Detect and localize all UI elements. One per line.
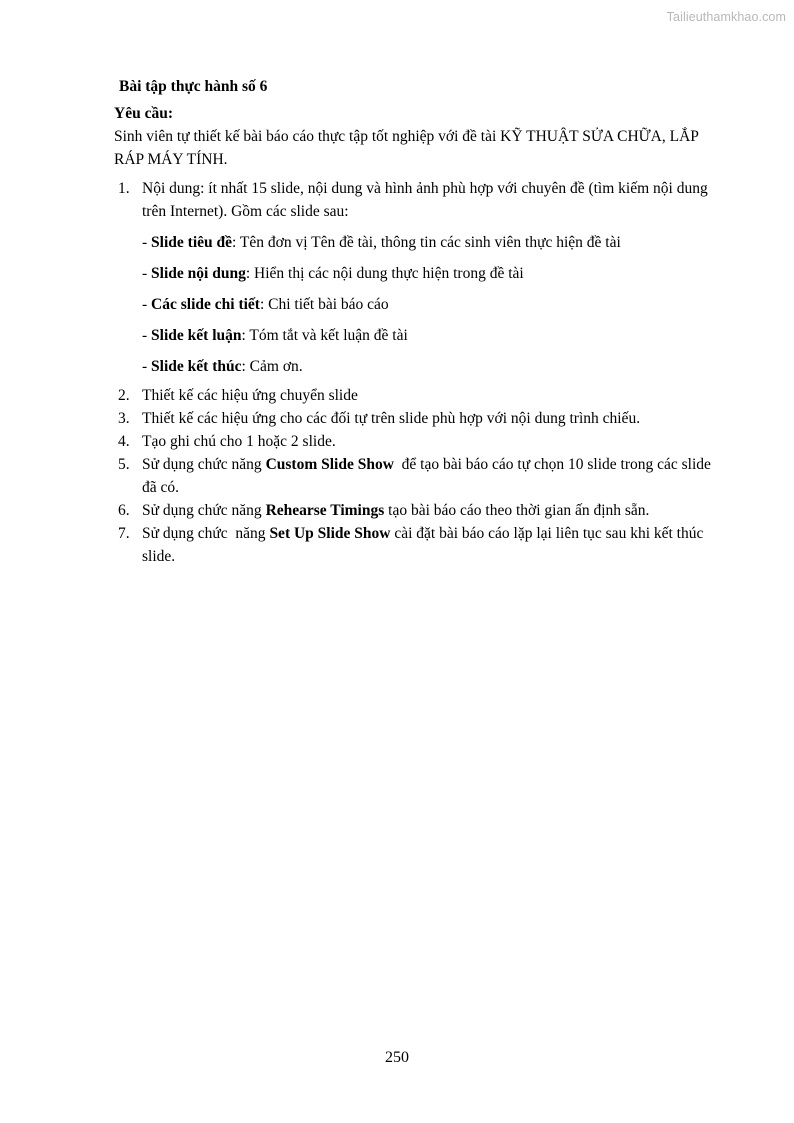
sub-item-bold: Slide tiêu đề bbox=[151, 234, 232, 251]
sub-item-conclusion-slide bbox=[142, 324, 724, 347]
list-item-bold: Set Up Slide Show bbox=[269, 525, 391, 542]
list-item-text: Sử dụng chức năng bbox=[142, 456, 266, 473]
list-item-bold: Custom Slide Show bbox=[265, 456, 394, 473]
sub-item-content-slide bbox=[142, 262, 724, 285]
sub-item-prefix: - bbox=[142, 234, 152, 251]
list-item-text-after: tạo bài báo cáo theo thời gian ấn định sẵn. bbox=[384, 502, 650, 519]
list-number: 5. bbox=[118, 456, 130, 473]
exercise-title bbox=[119, 75, 724, 98]
sub-item-prefix: - bbox=[142, 265, 152, 282]
list-item-3 bbox=[114, 407, 724, 430]
sub-item-prefix: - bbox=[142, 296, 152, 313]
sub-item-detail-slides bbox=[142, 293, 724, 316]
list-item-text: Thiết kế các hiệu ứng cho các đối tự trên slide phù hợp với nội dung trình chiếu. bbox=[142, 410, 641, 427]
list-number: 1. bbox=[118, 180, 130, 197]
list-item-text: Nội dung: ít nhất 15 slide, nội dung và hình ảnh phù hợp với chuyên đề (tìm kiếm nội dung trên Internet). Gồm các slide sau: bbox=[142, 180, 708, 220]
sub-item-prefix: - bbox=[142, 327, 152, 344]
list-item-5 bbox=[114, 453, 724, 499]
list-item-2 bbox=[114, 384, 724, 407]
list-item-text: Sử dụng chức năng bbox=[142, 525, 270, 542]
sub-item-text: : Tóm tắt và kết luận đề tài bbox=[241, 327, 408, 344]
list-item-6 bbox=[114, 499, 724, 522]
document-body bbox=[114, 75, 724, 568]
intro-paragraph: Sinh viên tự thiết kế bài báo cáo thực tập tốt nghiệp với đề tài KỸ THUẬT SỬA CHỮA, LẮP RÁP MÁY TÍNH. bbox=[114, 128, 699, 168]
sub-item-prefix: - bbox=[142, 358, 152, 375]
list-item-text-after: cài đặt bài báo cáo lặp lại liên tục sau khi kết thúc slide. bbox=[142, 525, 704, 565]
sub-item-bold: Slide kết thúc bbox=[151, 358, 242, 375]
list-number: 6. bbox=[118, 502, 130, 519]
sub-item-bold: Các slide chi tiết bbox=[151, 296, 260, 313]
requirement-label: Yêu cầu: bbox=[114, 105, 173, 122]
list-number: 2. bbox=[118, 387, 130, 404]
list-number: 7. bbox=[118, 525, 130, 542]
sub-item-text: : Tên đơn vị Tên đề tài, thông tin các sinh viên thực hiện đề tài bbox=[232, 234, 621, 251]
list-item-4 bbox=[114, 430, 724, 453]
list-number: 4. bbox=[118, 433, 130, 450]
list-item-text: Sử dụng chức năng bbox=[142, 502, 266, 519]
sub-item-bold: Slide kết luận bbox=[151, 327, 242, 344]
sub-item-title-slide bbox=[142, 231, 724, 254]
sub-item-ending-slide bbox=[142, 355, 724, 378]
requirement-list bbox=[114, 177, 724, 568]
list-item-7 bbox=[114, 522, 724, 568]
sub-item-text: : Cảm ơn. bbox=[241, 358, 303, 375]
exercise-title-text: Bài tập thực hành số 6 bbox=[119, 78, 268, 95]
list-item-text: Thiết kế các hiệu ứng chuyển slide bbox=[142, 387, 358, 404]
list-item-text: Tạo ghi chú cho 1 hoặc 2 slide. bbox=[142, 433, 336, 450]
watermark: Tailieuthamkhao.com bbox=[666, 10, 786, 24]
sub-item-text: : Chi tiết bài báo cáo bbox=[259, 296, 389, 313]
page-number: 250 bbox=[385, 1049, 409, 1066]
sub-item-bold: Slide nội dung bbox=[151, 265, 246, 282]
sub-item-text: : Hiển thị các nội dung thực hiện trong đề tài bbox=[245, 265, 524, 282]
list-number: 3. bbox=[118, 410, 130, 427]
list-item-text-after: để tạo bài báo cáo tự chọn 10 slide trong các slide đã có. bbox=[142, 456, 715, 496]
list-item-bold: Rehearse Timings bbox=[265, 502, 385, 519]
list-item-1 bbox=[114, 177, 724, 378]
slide-list bbox=[142, 231, 724, 378]
